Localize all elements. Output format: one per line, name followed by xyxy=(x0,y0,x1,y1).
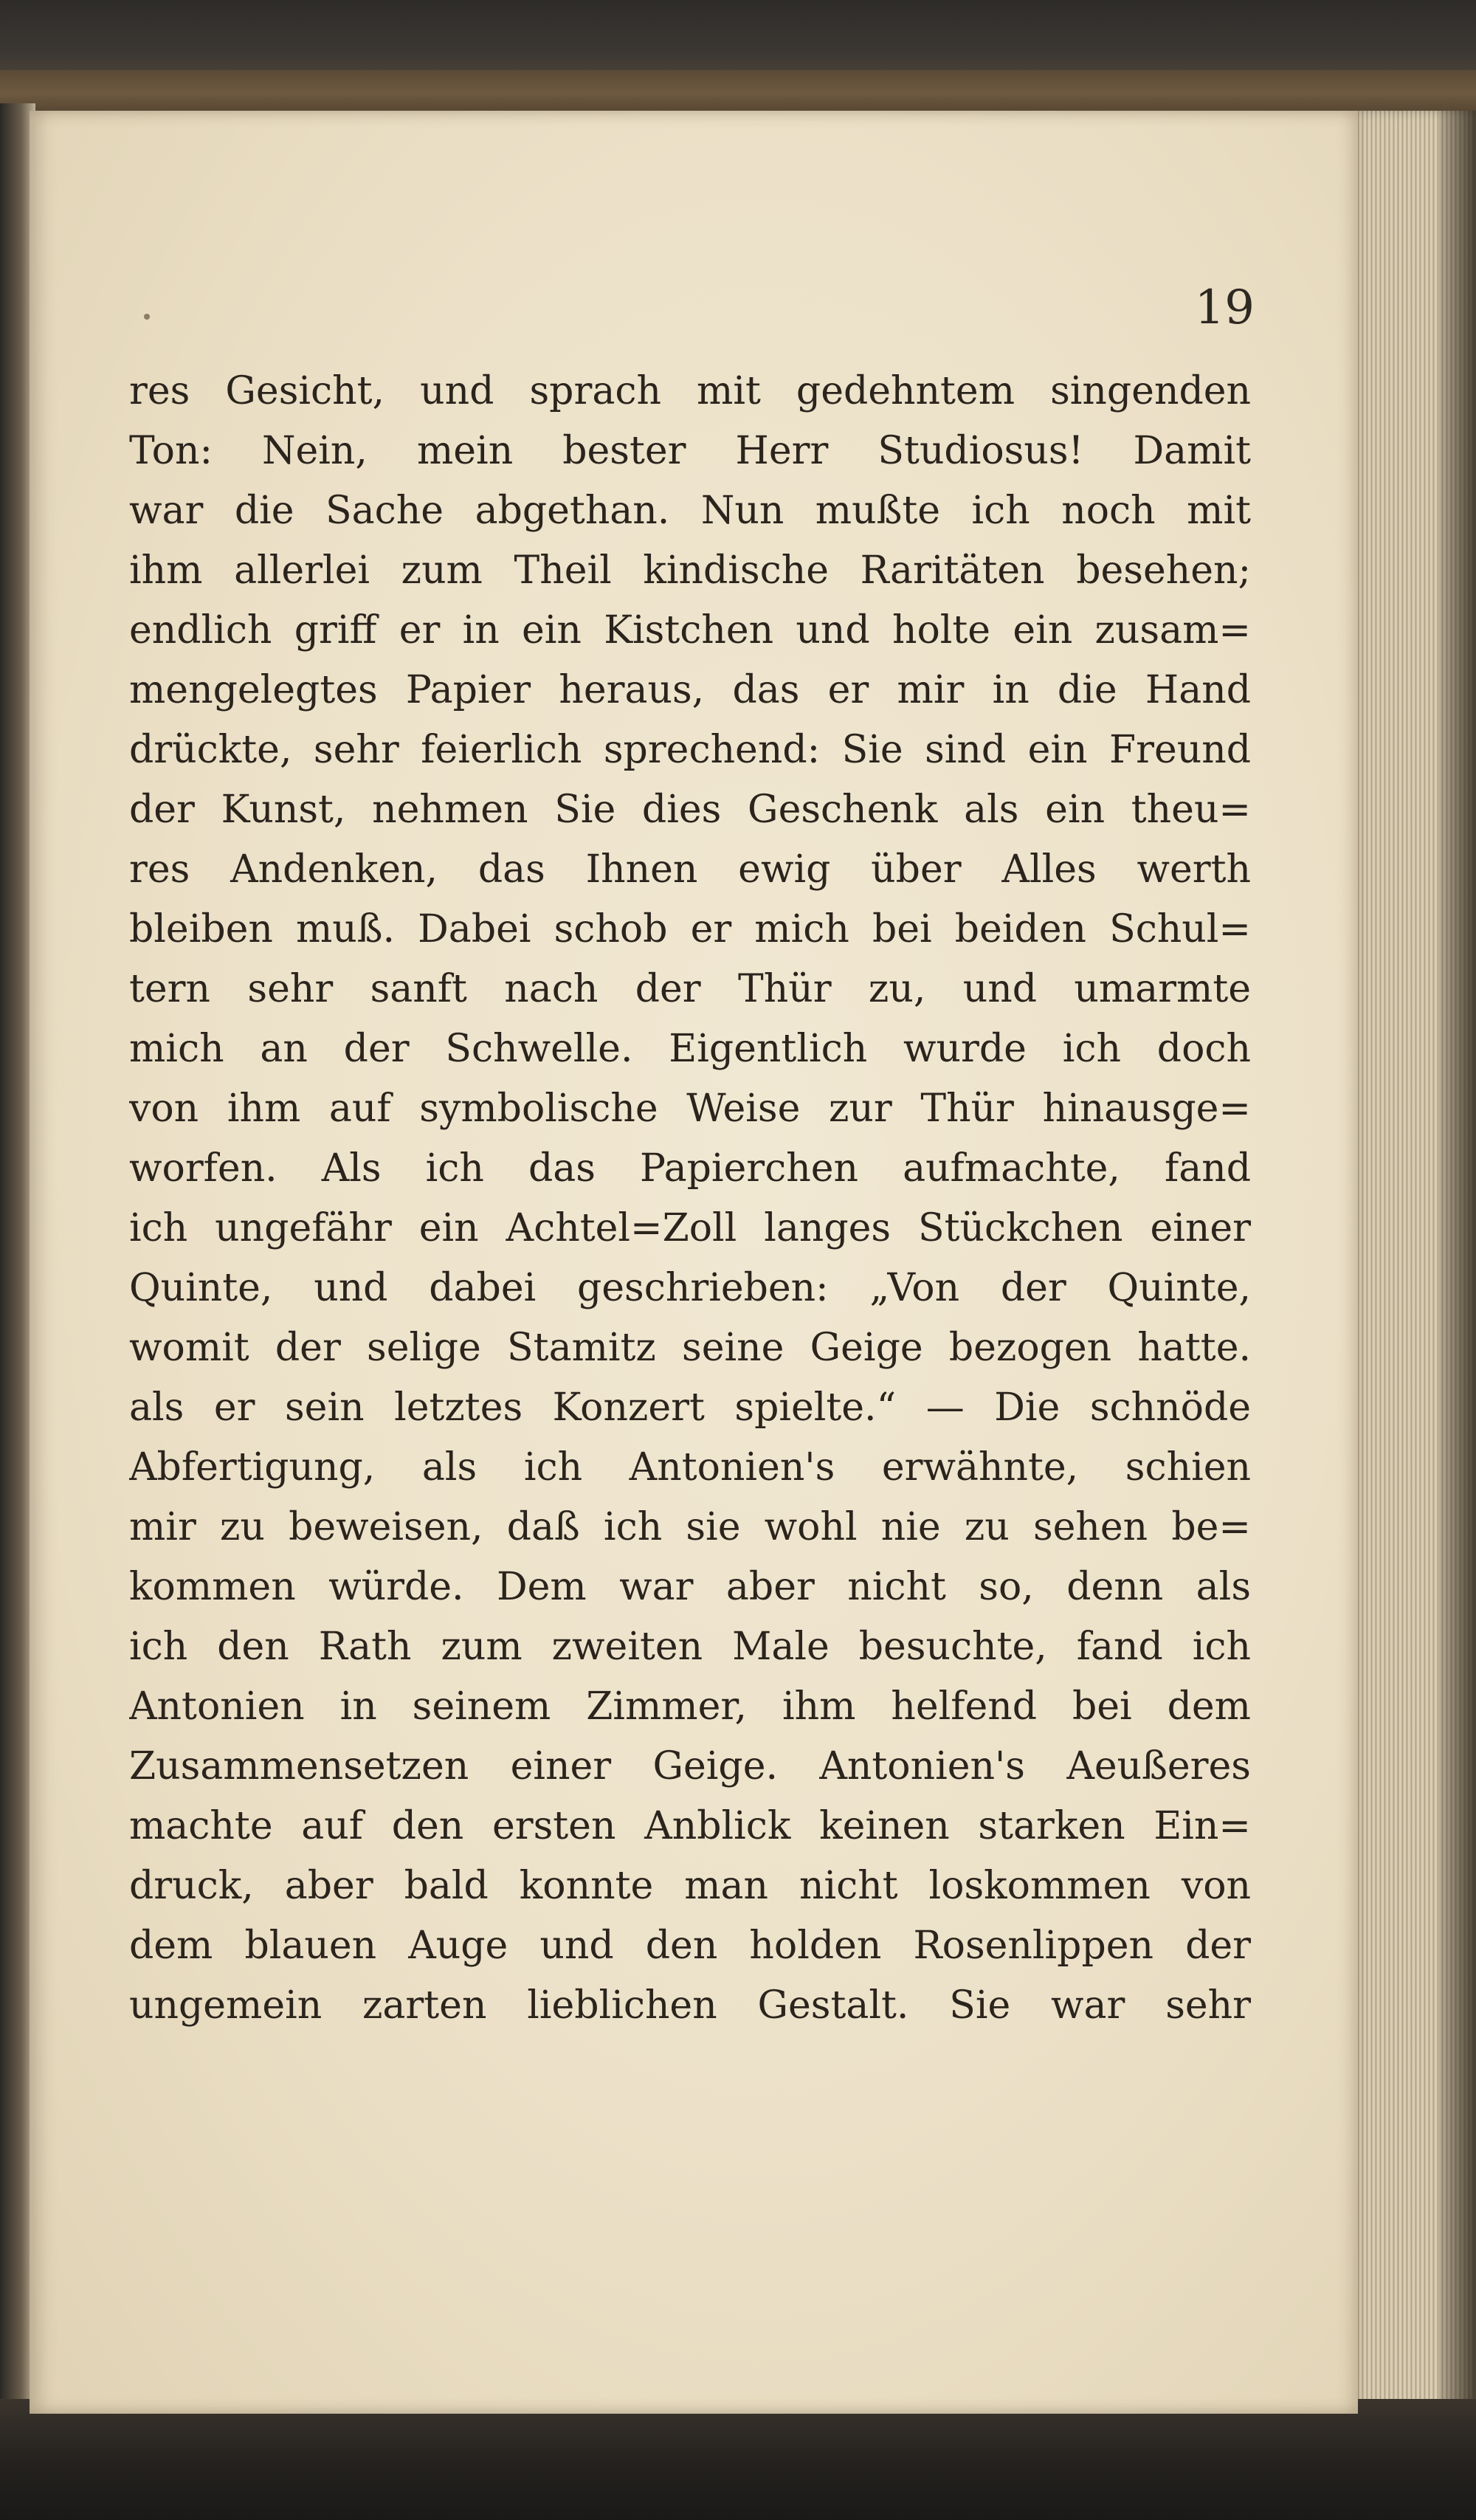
page-number: 19 xyxy=(1194,280,1255,335)
text-line: als er sein letztes Konzert spielte.“ — Die schnöde xyxy=(129,1385,1251,1430)
text-line: ich ungefähr ein Achtel=Zoll langes Stückchen einer xyxy=(129,1206,1251,1250)
text-line: bleiben muß. Dabei schob er mich bei beiden Schul= xyxy=(129,907,1251,951)
book-cover-top xyxy=(0,0,1476,81)
text-line: Quinte, und dabei geschrieben: „Von der Quinte, xyxy=(129,1266,1251,1310)
text-line: ihm allerlei zum Theil kindische Raritäten besehen; xyxy=(129,548,1251,593)
text-line: Zusammensetzen einer Geige. Antonien's Aeußeres xyxy=(129,1744,1251,1789)
text-line: war die Sache abgethan. Nun mußte ich noch mit xyxy=(129,489,1251,533)
page-stack-shadow xyxy=(1439,111,1476,2414)
text-line: mengelegtes Papier heraus, das er mir in die Hand xyxy=(129,668,1251,712)
text-line: der Kunst, nehmen Sie dies Geschenk als ein theu= xyxy=(129,788,1251,832)
text-line: ungemein zarten lieblichen Gestalt. Sie war sehr xyxy=(129,1983,1251,2028)
text-line: Abfertigung, als ich Antonien's erwähnte, schien xyxy=(129,1445,1251,1490)
text-line: dem blauen Auge und den holden Rosenlippen der xyxy=(129,1924,1251,1968)
text-line: drückte, sehr feierlich sprechend: Sie sind ein Freund xyxy=(129,728,1251,772)
text-line: worfen. Als ich das Papierchen aufmachte, fand xyxy=(129,1146,1251,1191)
text-line: Ton: Nein, mein bester Herr Studiosus! Damit xyxy=(129,429,1251,473)
text-line: Antonien in seinem Zimmer, ihm helfend bei dem xyxy=(129,1684,1251,1729)
book-cover-bottom xyxy=(0,2399,1476,2520)
paper-speck xyxy=(144,314,150,320)
text-line: womit der selige Stamitz seine Geige bezogen hatte. xyxy=(129,1326,1251,1370)
text-line: druck, aber bald konnte man nicht loskommen von xyxy=(129,1864,1251,1908)
text-line: mich an der Schwelle. Eigentlich wurde ich doch xyxy=(129,1027,1251,1071)
text-line: res Andenken, das Ihnen ewig über Alles werth xyxy=(129,847,1251,892)
text-line: kommen würde. Dem war aber nicht so, denn als xyxy=(129,1565,1251,1609)
text-line: mir zu beweisen, daß ich sie wohl nie zu sehen be= xyxy=(129,1505,1251,1549)
body-text xyxy=(129,362,1251,2036)
text-line: tern sehr sanft nach der Thür zu, und umarmte xyxy=(129,967,1251,1011)
text-line: machte auf den ersten Anblick keinen starken Ein= xyxy=(129,1804,1251,1848)
text-line: ich den Rath zum zweiten Male besuchte, fand ich xyxy=(129,1625,1251,1669)
text-line: endlich griff er in ein Kistchen und holte ein zusam= xyxy=(129,608,1251,653)
text-line: von ihm auf symbolische Weise zur Thür hinausge= xyxy=(129,1087,1251,1131)
text-line: res Gesicht, und sprach mit gedehntem singenden xyxy=(129,369,1251,413)
